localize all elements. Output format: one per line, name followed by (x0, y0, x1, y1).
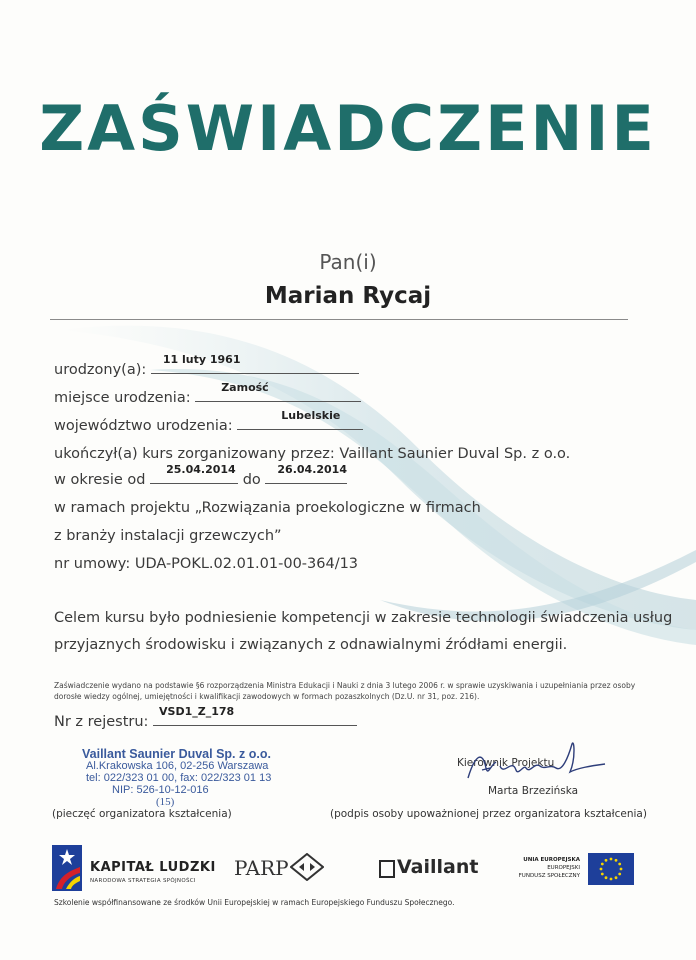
voivodeship-value: Lubelskie (281, 409, 341, 422)
person-name: Marian Rycaj (264, 283, 432, 309)
birthplace-label: miejsce urodzenia: (54, 390, 191, 406)
course-row: ukończył(a) kurs zorganizowany przez: Vaillant Saunier Duval Sp. z o.o. (54, 446, 571, 462)
kapital-ludzki-subtitle: NARODOWA STRATEGIA SPÓJNOŚCI (90, 878, 196, 884)
stamp-company: Vaillant Saunier Duval Sp. z o.o. (82, 747, 271, 761)
vaillant-logo-text: Vaillant (397, 856, 479, 878)
stamp-address: Al.Krakowska 106, 02-256 Warszawa (86, 760, 269, 772)
signature-caption: (podpis osoby upoważnionej przez organizatora kształcenia) (330, 808, 647, 820)
kapital-ludzki-title: KAPITAŁ LUDZKI (90, 860, 216, 875)
signature-role: Kierownik Projektu (457, 757, 555, 769)
register-label: Nr z rejestru: (54, 714, 149, 730)
born-label: urodzony(a): (54, 362, 147, 378)
born-row (54, 353, 359, 378)
contract-number: nr umowy: UDA-POKL.02.01.01-00-364/13 (54, 556, 359, 572)
goal-line-2: przyjaznych środowisku i związanych z odnawialnymi źródłami energii. (54, 637, 568, 653)
stamp-nip: NIP: 526-10-12-016 (112, 784, 209, 796)
eu-label-line-3: FUNDUSZ SPOŁECZNY (518, 873, 580, 879)
addressee-label: Pan(i) (319, 250, 377, 274)
signature-name: Marta Brzezińska (488, 785, 579, 797)
register-row (54, 705, 357, 730)
voivodeship-label: województwo urodzenia: (54, 418, 233, 434)
register-value: VSD1_Z_178 (159, 705, 235, 718)
period-from-value: 25.04.2014 (166, 463, 236, 476)
stamp-phone: tel: 022/323 01 00, fax: 022/323 01 13 (86, 772, 272, 784)
birthplace-line (195, 381, 361, 402)
eu-flag-icon (588, 853, 634, 885)
stamp-number: (15) (156, 796, 175, 808)
company-stamp (82, 748, 271, 808)
eu-label (500, 856, 580, 880)
voivodeship-line (237, 409, 363, 430)
period-to-label: do (242, 472, 261, 488)
eu-label-line-2: EUROPEJSKI (547, 865, 580, 871)
parp-logo-text: PARP (234, 856, 289, 880)
born-line (151, 353, 359, 374)
birthplace-value: Zamość (221, 381, 269, 394)
period-to-value: 26.04.2014 (277, 463, 347, 476)
period-to-line (265, 463, 347, 484)
certificate-title: ZAŚWIADCZENIE (39, 92, 657, 165)
period-row (54, 463, 347, 488)
eu-label-line-1: UNIA EUROPEJSKA (523, 857, 580, 863)
legal-basis: Zaświadczenie wydano na podstawie §6 rozporządzenia Ministra Edukacji i Nauki z dnia 3 lutego 2006 r. w sprawie uzyskiwania i uzupełniania przez osoby dorosłe wiedzy ogólnej, umiejętności i kwalifikacji zawodowych w formach pozaszkolnych (Dz.U. nr 31, poz. 216). (54, 681, 636, 701)
project-line-1: w ramach projektu „Rozwiązania proekologiczne w firmach (54, 500, 481, 516)
cofinancing-footer: Szkolenie współfinansowane ze środków Unii Europejskiej w ramach Europejskiego Funduszu Społecznego. (54, 898, 455, 907)
goal-line-1: Celem kursu było podniesienie kompetencji w zakresie technologii świadczenia usług (54, 610, 673, 626)
period-from-line (150, 463, 238, 484)
voivodeship-row (54, 409, 363, 434)
born-value: 11 luty 1961 (162, 353, 241, 366)
handwritten-signature (460, 738, 610, 788)
period-from-label: w okresie od (54, 472, 146, 488)
kapital-ludzki-logo-icon (52, 845, 82, 891)
register-line (153, 705, 357, 726)
name-underline (50, 319, 628, 320)
parp-logo-icon (290, 853, 324, 881)
stamp-caption: (pieczęć organizatora kształcenia) (52, 808, 232, 820)
birthplace-row (54, 381, 361, 406)
project-line-2: z branży instalacji grzewczych” (54, 528, 282, 544)
